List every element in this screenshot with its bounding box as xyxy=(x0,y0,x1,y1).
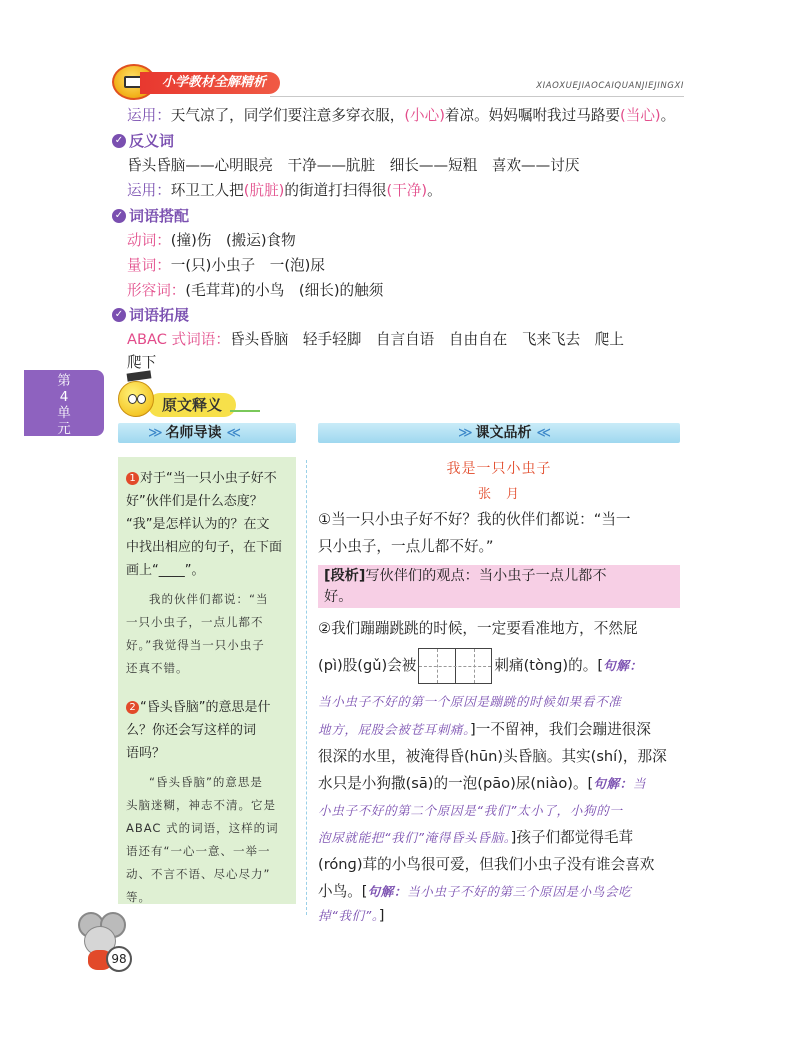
band-left: ≫ 名师导读 ≪ xyxy=(118,423,296,443)
check-icon: ✓ xyxy=(112,134,126,148)
header-divider xyxy=(270,96,684,97)
section-antonyms: ✓ 反义词 xyxy=(112,131,174,151)
paragraph-2-line-5: 水只是小狗撒(sā)的一泡(pāo)尿(niào)。[句解：当 xyxy=(318,775,647,792)
adjective-line: 形容词：(毛茸茸)的小鸟 (细长)的触须 xyxy=(127,282,384,299)
mascot-icon xyxy=(118,381,154,417)
antonyms-usage: 运用：环卫工人把(肮脏)的街道打扫得很(干净)。 xyxy=(127,182,442,199)
text-title: 我是一只小虫子 xyxy=(446,461,552,477)
paragraph-1-line-2: 只小虫子，一点儿都不好。” xyxy=(318,538,494,555)
section-expansion: ✓ 词语拓展 xyxy=(112,305,189,325)
number-2-icon: 2 xyxy=(126,701,139,714)
paragraph-1-line-1: ①当一只小虫子好不好？我的伙伴们都说：“当一 xyxy=(318,511,631,528)
paragraph-2-line-2: (pì)股(gǔ)会被 刺痛(tònɡ)的。[句解： xyxy=(318,646,643,686)
guide-box: 1 对于“当一只小虫子好不 好”伙伴们是什么态度？ “我”是怎样认为的？在文 中找出相应的句子，在下面 画上“____”。 我的伙伴们都说：“当 一只小虫子，一点儿都不 好。”我觉得当一只小虫子 还真不错。 2 “昏头昏脑”的意思是什 么？你还会写这样的词 语吗？ “昏头昏脑”的意思是 头脑迷糊，神志不清。它是 ABAC 式的词语，这样的词 语还有“一心一意、一举一 动、不言不语、尽心尽力” 等。 xyxy=(118,457,296,904)
paragraph-analysis-box: [段析]写伙伴们的观点：当小虫子一点儿都不 好。 xyxy=(318,565,680,608)
measure-line: 量词：一(只)小虫子 一(泡)尿 xyxy=(127,257,325,274)
band-right: ≫ 课文品析 ≪ xyxy=(318,423,680,443)
check-icon: ✓ xyxy=(112,209,126,223)
verb-line: 动词：(撞)伤 (搬运)食物 xyxy=(127,232,296,249)
question-1: 1 对于“当一只小虫子好不 xyxy=(126,467,288,490)
title-underline xyxy=(230,410,260,412)
band-right-label: 课文品析 xyxy=(475,425,532,441)
paragraph-2-line-6: 泡尿就能把“我们”淹得昏头昏脑。]孩子们都觉得毛茸 xyxy=(318,829,634,846)
section-collocation: ✓ 词语搭配 xyxy=(112,206,189,226)
note-1-line-1: 当小虫子不好的第一个原因是蹦跳的时候如果看不准 xyxy=(318,694,622,709)
abac-line: ABAC 式词语：昏头昏脑 轻手轻脚 自言自语 自由自在 飞来飞去 爬上 xyxy=(127,331,624,348)
note-2-line-1: 小虫子不好的第二个原因是“我们”太小了，小狗的一 xyxy=(318,803,623,818)
usage-line: 运用：天气凉了，同学们要注意多穿衣服，(小心)着凉。妈妈嘱咐我过马路要(当心)。 xyxy=(127,107,676,124)
paragraph-2-line-3: 地方，屁股会被苍耳刺痛。]一不留神，我们会蹦进很深 xyxy=(318,721,651,738)
paragraph-2-line-1: ②我们蹦蹦跳跳的时候，一定要看准地方，不然屁 xyxy=(318,620,638,637)
column-divider xyxy=(306,460,307,915)
paragraph-2-line-7: (rónɡ)茸的小鸟很可爱，但我们小虫子没有谁会喜欢 xyxy=(318,856,655,873)
band-left-label: 名师导读 xyxy=(165,425,222,441)
question-2: 2 “昏头昏脑”的意思是什 xyxy=(126,696,288,719)
paragraph-2-line-4: 很深的水里，被淹得昏(hūn)头昏脑。其实(shí)，那深 xyxy=(318,748,667,765)
text-author: 张 月 xyxy=(477,487,520,502)
unit-tab: 第 4 单 元 xyxy=(24,370,104,436)
check-icon: ✓ xyxy=(112,308,126,322)
book-title: 小学教材全解精析 xyxy=(140,72,280,94)
paragraph-2-line-9: 掉“我们”。] xyxy=(318,907,385,924)
book-title-pinyin: XIAOXUEJIAOCAIQUANJIEJINGXI xyxy=(536,81,684,91)
antonyms-line: 昏头昏脑——心明眼亮 干净——肮脏 细长——短粗 喜欢——讨厌 xyxy=(127,157,580,174)
paragraph-2-line-8: 小鸟。[句解：当小虫子不好的第三个原因是小鸟会吃 xyxy=(318,883,632,900)
abac-line-2: 爬下 xyxy=(127,354,157,371)
number-1-icon: 1 xyxy=(126,472,139,485)
page-number: 98 xyxy=(106,946,132,972)
writing-grid xyxy=(418,648,492,684)
section-title: 原文释义 xyxy=(148,393,236,417)
